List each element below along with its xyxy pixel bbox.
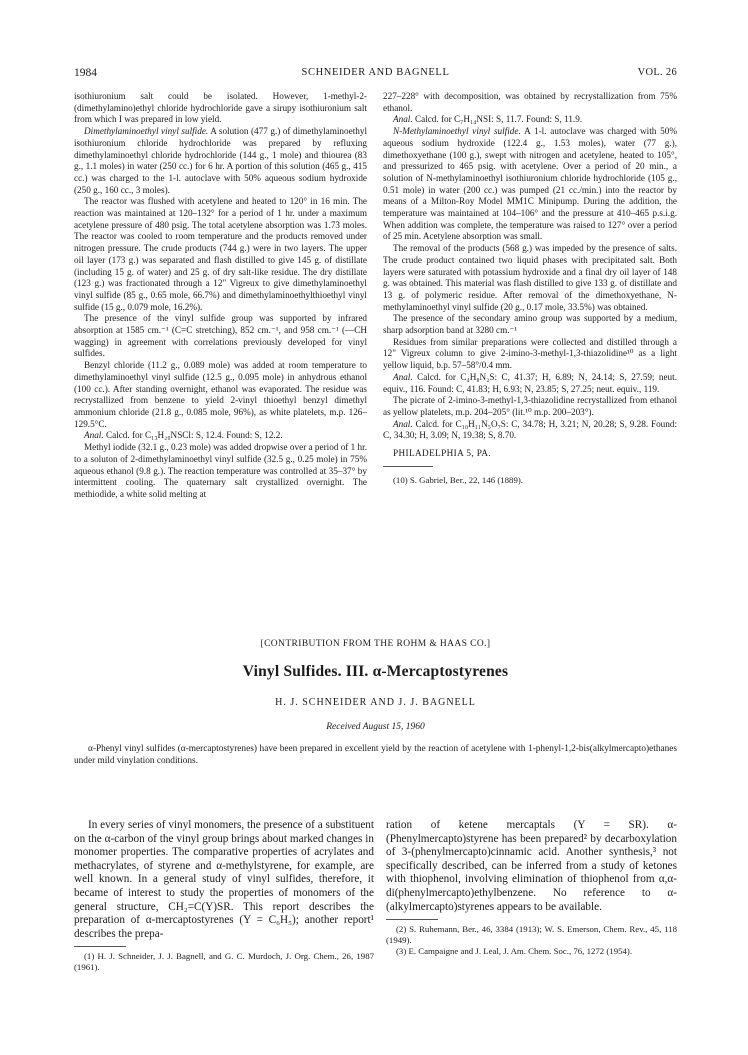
paragraph-text: Calcd. for C₁₀H₁₁N₅O₇S: C, 34.78; H, 3.21; N, 20.28; S, 9.28. Found: C, 34.30; H, 3.09; N, 19.38; S, 8.70. xyxy=(383,418,678,441)
section-heading: N-Methylaminoethyl vinyl sulfide. xyxy=(393,126,521,137)
article-title: Vinyl Sulfides. III. α-Mercaptostyrenes xyxy=(242,663,509,680)
footnote-divider xyxy=(386,919,438,920)
paragraph-text: A solution (477 g.) of dimethylaminoethyl isothiuronium chloride hydrochloride was prepared by refluxing dimethylaminoethyl chloride hydrochloride (144 g., 1 mole) and thiourea (83 g., 1.1 moles) in water (250 cc.) for 6 hr. A portion of this solution (465 g., 415 cc.) was charged to the 1-l. autoclave with 50% aqueous sodium hydroxide (250 g., 160 cc., 3 moles). xyxy=(74,126,367,195)
page-header xyxy=(74,67,677,83)
body-left-column xyxy=(74,819,374,973)
body-right-column xyxy=(386,819,677,957)
paragraph: The removal of the products (568 g.) was impeded by the presence of salts. The crude product contained two liquid phases with precipitated salt. Both layers were saturated with potassium hydroxide and a final dry oil layer of 148 g. was obtained. This material was flash distilled to give 133 g. of distillate and 13 g. of polymeric residue. After removal of the dimethoxyethane, N-methylaminoethyl vinyl sulfide (20 g., 0.17 mole, 33.5%) was obtained. xyxy=(383,243,677,312)
place-line: PHILADELPHIA 5, PA. xyxy=(393,448,492,459)
paragraph: 227–228° with decomposition, was obtained by recrystallization from 75% ethanol. xyxy=(383,91,677,113)
paragraph xyxy=(383,419,677,442)
paragraph: isothiuronium salt could be isolated. However, 1-methyl-2-(dimethylamino)ethyl chloride hydrochloride gave a sirupy isothiuronium salt from which I was prepared in low yield. xyxy=(74,91,367,125)
volume-label: VOL. 26 xyxy=(637,67,677,78)
article-authors: H. J. SCHNEIDER AND J. J. BAGNELL xyxy=(275,697,476,708)
paragraph: The presence of the secondary amino group was supported by a medium, sharp adsorption band at 3280 cm.⁻¹ xyxy=(383,313,677,336)
section-heading: Dimethylaminoethyl vinyl sulfide. xyxy=(84,126,209,137)
paragraph: The reactor was flushed with acetylene and heated to 120° in 16 min. The reaction was maintained at 120–132° for a period of 1 hr. under a maximum acetylene pressure of 480 psig. The total acetylene absorption was 1.73 moles. The reactor was cooled to room temperature and the products removed under nitrogen pressure. The crude products (744 g.) were in two layers. The upper oil layer (173 g.) was separated and flash distilled to give 145 g. of distillate (including 15 g. of water) and 25 g. of dry salt-like residue. The dry distillate (123 g.) was fractionated through a 12" Vigreux to give dimethylaminoethyl vinyl sulfide (85 g., 0.65 mole, 66.7%) and dimethylaminoethylthioethyl vinyl sulfide (15 g., 0.079 mole, 16.2%). xyxy=(74,196,367,312)
paragraph: Benzyl chloride (11.2 g., 0.089 mole) was added at room temperature to dimethylaminoethyl vinyl sulfide (12.5 g., 0.095 mole) in anhydrous ethanol (100 cc.). After standing overnight, ethanol was evaporated. The residue was recrystallized from benzene to yield 2-vinyl thioethyl benzyl dimethyl ammonium chloride (21.8 g., 0.085 mole, 96%), as white platelets, m.p. 126–129.5°C. xyxy=(74,360,367,429)
paragraph-text: A 1-l. autoclave was charged with 50% aqueous sodium hydroxide (122.4 g., 1.53 moles), water (77 g.), dimethoxyethane (100 g.), swept with nitrogen and acetylene, heated to 105°, and pressurized to 465 psig. with acetylene. Over a period of 20 min., a solution of N-methylaminoethyl isothiuronium chloride hydrochloride (105 g., 0.51 mole) in water (200 cc.) was pumped (21 cc./min.) into the reactor by means of a Milton-Roy Model MM1C Minipump. During the addition, the temperature was maintained at 104–106° and the pressure at 410–465 p.s.i.g. When addition was complete, the temperature was raised to 127° over a period of 25 min. Acetylene absorption was small. xyxy=(383,126,678,242)
paragraph: The picrate of 2-imino-3-methyl-1,3-thiazolidine recrystallized from ethanol as yellow platelets, m.p. 204–205° (lit.¹⁰ m.p. 200–203°). xyxy=(383,395,677,417)
anal-label: Anal. xyxy=(393,371,413,382)
footnote-1: (1) H. J. Schneider, J. J. Bagnell, and G. C. Murdoch, J. Org. Chem., 26, 1987 (1961). xyxy=(74,951,374,973)
paragraph: The presence of the vinyl sulfide group was supported by infrared absorption at 1585 cm.⁻¹ (C=C stretching), 852 cm.⁻¹, and 958 cm.⁻¹ (—CH wagging) in agreement with correlations previously developed for vinyl sulfides. xyxy=(74,313,367,359)
body-paragraph: ration of ketene mercaptals (Y = SR). α-(Phenylmercapto)styrene has been prepared² by decarboxylation of 3-(phenylmercapto)cinnamic acid. Another synthesis,³ not specifically described, can be inferred from a study of ketones with thiophenol, involving elimination of thiophenol from α,α-di(phenylmercapto)ethylbenzene. No reference to α-(alkylmercapto)styrenes appears to be available. xyxy=(386,819,677,913)
body-paragraph: In every series of vinyl monomers, the presence of a substituent on the α-carbon of the vinyl group brings about marked changes in monomer properties. The comparative properties of acrylates and methacrylates, of styrene and α-methylstyrene, for example, are well known. In a general study of vinyl sulfides, therefore, it became of interest to study the properties of monomers of the general structure, CH₂=C(Y)SR. This report describes the preparation of α-mercaptostyrenes (Y = C₆H₅); another report¹ describes the prepa- xyxy=(74,819,374,940)
anal-label: Anal. xyxy=(393,114,413,125)
left-column xyxy=(74,91,367,501)
footnote-10: (10) S. Gabriel, Ber., 22, 146 (1889). xyxy=(393,474,523,485)
footnote-2: (2) S. Ruhemann, Ber., 46, 3384 (1913); W. S. Emerson, Chem. Rev., 45, 118 (1949). xyxy=(386,924,677,946)
footnote-3: (3) E. Campaigne and J. Leal, J. Am. Chem. Soc., 76, 1272 (1954). xyxy=(396,946,633,957)
paragraph-text: Calcd. for C₄H₈N₂S: C, 41.37; H, 6.89; N, 24.14; S, 27.59; neut. equiv., 116. Found: C, 41.83; H, 6.93; N, 23.85; S, 27.25; neut. equiv., 119. xyxy=(383,371,678,394)
running-head: SCHNEIDER AND BAGNELL xyxy=(301,67,450,78)
contribution-line: [CONTRIBUTION FROM THE ROHM & HAAS CO.] xyxy=(260,639,491,649)
footnote-divider xyxy=(383,466,433,467)
paragraph xyxy=(74,430,367,442)
anal-label: Anal. xyxy=(84,430,104,441)
paragraph: Residues from similar preparations were collected and distilled through a 12" Vigreux column to give 2-imino-3-methyl-1,3-thiazolidine¹⁰ as a light yellow liquid, b.p. 57–58°/0.4 mm. xyxy=(383,336,677,371)
paragraph-text: Calcd. for C₇H₁₄NSI: S, 11.7. Found: S, 11.9. xyxy=(414,114,583,125)
footnote-divider xyxy=(74,946,126,947)
paragraph xyxy=(383,126,677,243)
paragraph xyxy=(383,372,677,395)
right-column xyxy=(383,91,677,486)
paragraph xyxy=(74,126,367,196)
received-date: Received August 15, 1960 xyxy=(326,722,425,732)
paragraph xyxy=(383,114,677,126)
paragraph: Methyl iodide (32.1 g., 0.23 mole) was added dropwise over a period of 1 hr. to a soluton of 2-dimethylaminoethyl vinyl sulfide (32.5 g., 0.25 mole) in 75% aqueous ethanol (9.8 g.). The reaction temperature was controlled at 35–37° by intermittent cooling. The quaternary salt crystallized overnight. The methiodide, a white solid melting at xyxy=(74,442,367,499)
anal-label: Anal. xyxy=(393,418,413,429)
page-number: 1984 xyxy=(74,67,97,79)
paragraph-text: Calcd. for C₁₃H₂₀NSCl: S, 12.4. Found: S, 12.2. xyxy=(105,430,283,441)
abstract: α-Phenyl vinyl sulfides (α-mercaptostyrenes) have been prepared in excellent yield by the reaction of acetylene with 1-phenyl-1,2-bis(alkylmercapto)ethanes under mild vinylation conditions. xyxy=(74,744,677,766)
